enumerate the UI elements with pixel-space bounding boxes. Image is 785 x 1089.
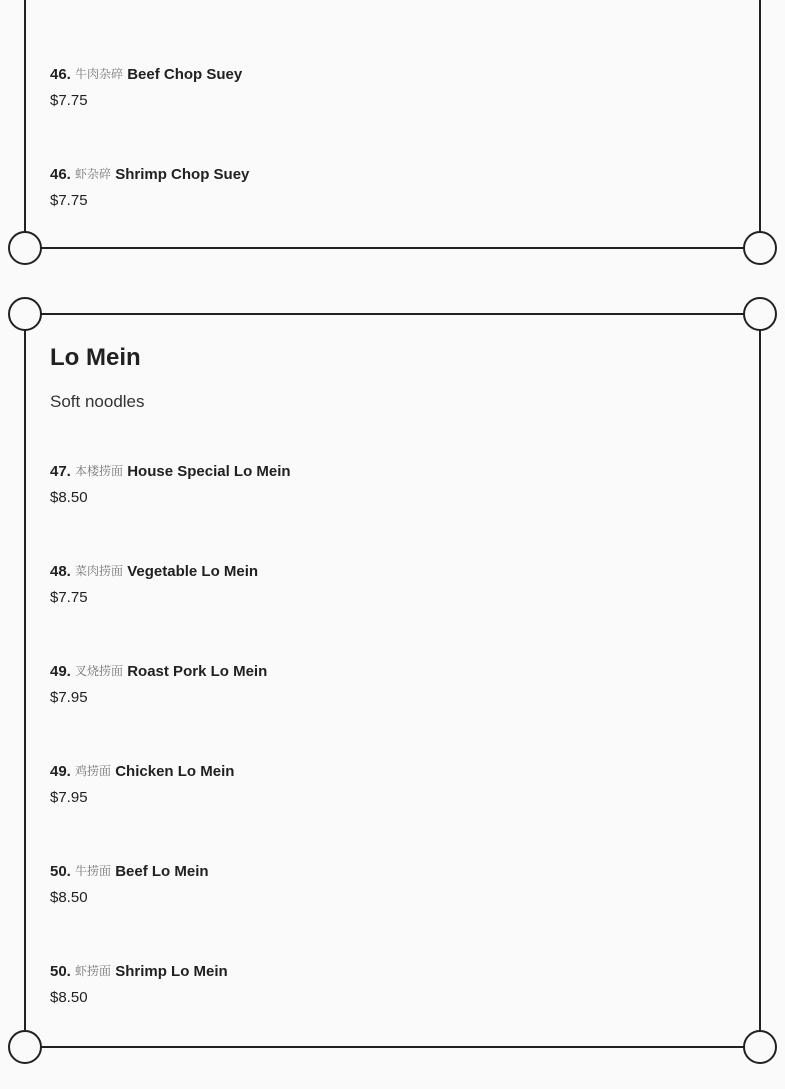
corner-notch xyxy=(8,1030,42,1064)
item-price: $8.50 xyxy=(50,489,88,506)
item-number: 47. xyxy=(50,463,71,480)
section-description: Soft noodles xyxy=(50,392,145,411)
item-number: 49. xyxy=(50,763,71,780)
menu-item[interactable] xyxy=(50,461,291,508)
item-price: $7.75 xyxy=(50,589,88,606)
item-name xyxy=(50,461,291,482)
menu-item[interactable] xyxy=(50,761,234,808)
item-name xyxy=(50,164,249,185)
item-chinese-name: 牛肉杂碎 xyxy=(75,67,124,81)
item-chinese-name: 虾捞面 xyxy=(75,964,112,978)
item-price: $7.75 xyxy=(50,92,88,109)
item-name xyxy=(50,761,234,782)
item-english-name: Beef Chop Suey xyxy=(127,66,243,83)
menu-item[interactable] xyxy=(50,661,267,708)
item-chinese-name: 叉烧捞面 xyxy=(75,664,124,678)
menu-section-chop-suey xyxy=(24,0,761,249)
item-name xyxy=(50,961,228,982)
corner-notch xyxy=(743,297,777,331)
item-english-name: Shrimp Chop Suey xyxy=(115,166,250,183)
item-number: 50. xyxy=(50,863,71,880)
corner-notch xyxy=(743,1030,777,1064)
item-chinese-name: 牛捞面 xyxy=(75,864,112,878)
menu-item[interactable] xyxy=(50,164,249,211)
item-number: 46. xyxy=(50,166,71,183)
item-number: 50. xyxy=(50,963,71,980)
section-title: Lo Mein xyxy=(50,344,141,371)
item-number: 49. xyxy=(50,663,71,680)
item-number: 46. xyxy=(50,66,71,83)
item-name xyxy=(50,64,242,85)
item-english-name: Beef Lo Mein xyxy=(115,863,209,880)
item-english-name: House Special Lo Mein xyxy=(127,463,291,480)
item-price: $7.95 xyxy=(50,689,88,706)
menu-item[interactable] xyxy=(50,961,228,1008)
corner-notch xyxy=(8,231,42,265)
item-price: $8.50 xyxy=(50,989,88,1006)
item-chinese-name: 虾杂碎 xyxy=(75,167,112,181)
menu-section-lo-mein xyxy=(24,313,761,1048)
item-english-name: Vegetable Lo Mein xyxy=(127,563,259,580)
menu-item[interactable] xyxy=(50,861,209,908)
menu-item[interactable] xyxy=(50,64,242,111)
item-chinese-name: 本楼捞面 xyxy=(75,464,124,478)
item-english-name: Chicken Lo Mein xyxy=(115,763,235,780)
item-chinese-name: 鸡捞面 xyxy=(75,764,112,778)
corner-notch xyxy=(743,231,777,265)
item-price: $7.95 xyxy=(50,789,88,806)
item-number: 48. xyxy=(50,563,71,580)
item-price: $7.75 xyxy=(50,192,88,209)
item-english-name: Shrimp Lo Mein xyxy=(115,963,228,980)
item-chinese-name: 菜肉捞面 xyxy=(75,564,124,578)
item-name xyxy=(50,661,267,682)
item-name xyxy=(50,561,258,582)
menu-item[interactable] xyxy=(50,561,258,608)
corner-notch xyxy=(8,297,42,331)
item-name xyxy=(50,861,209,882)
item-price: $8.50 xyxy=(50,889,88,906)
item-english-name: Roast Pork Lo Mein xyxy=(127,663,268,680)
